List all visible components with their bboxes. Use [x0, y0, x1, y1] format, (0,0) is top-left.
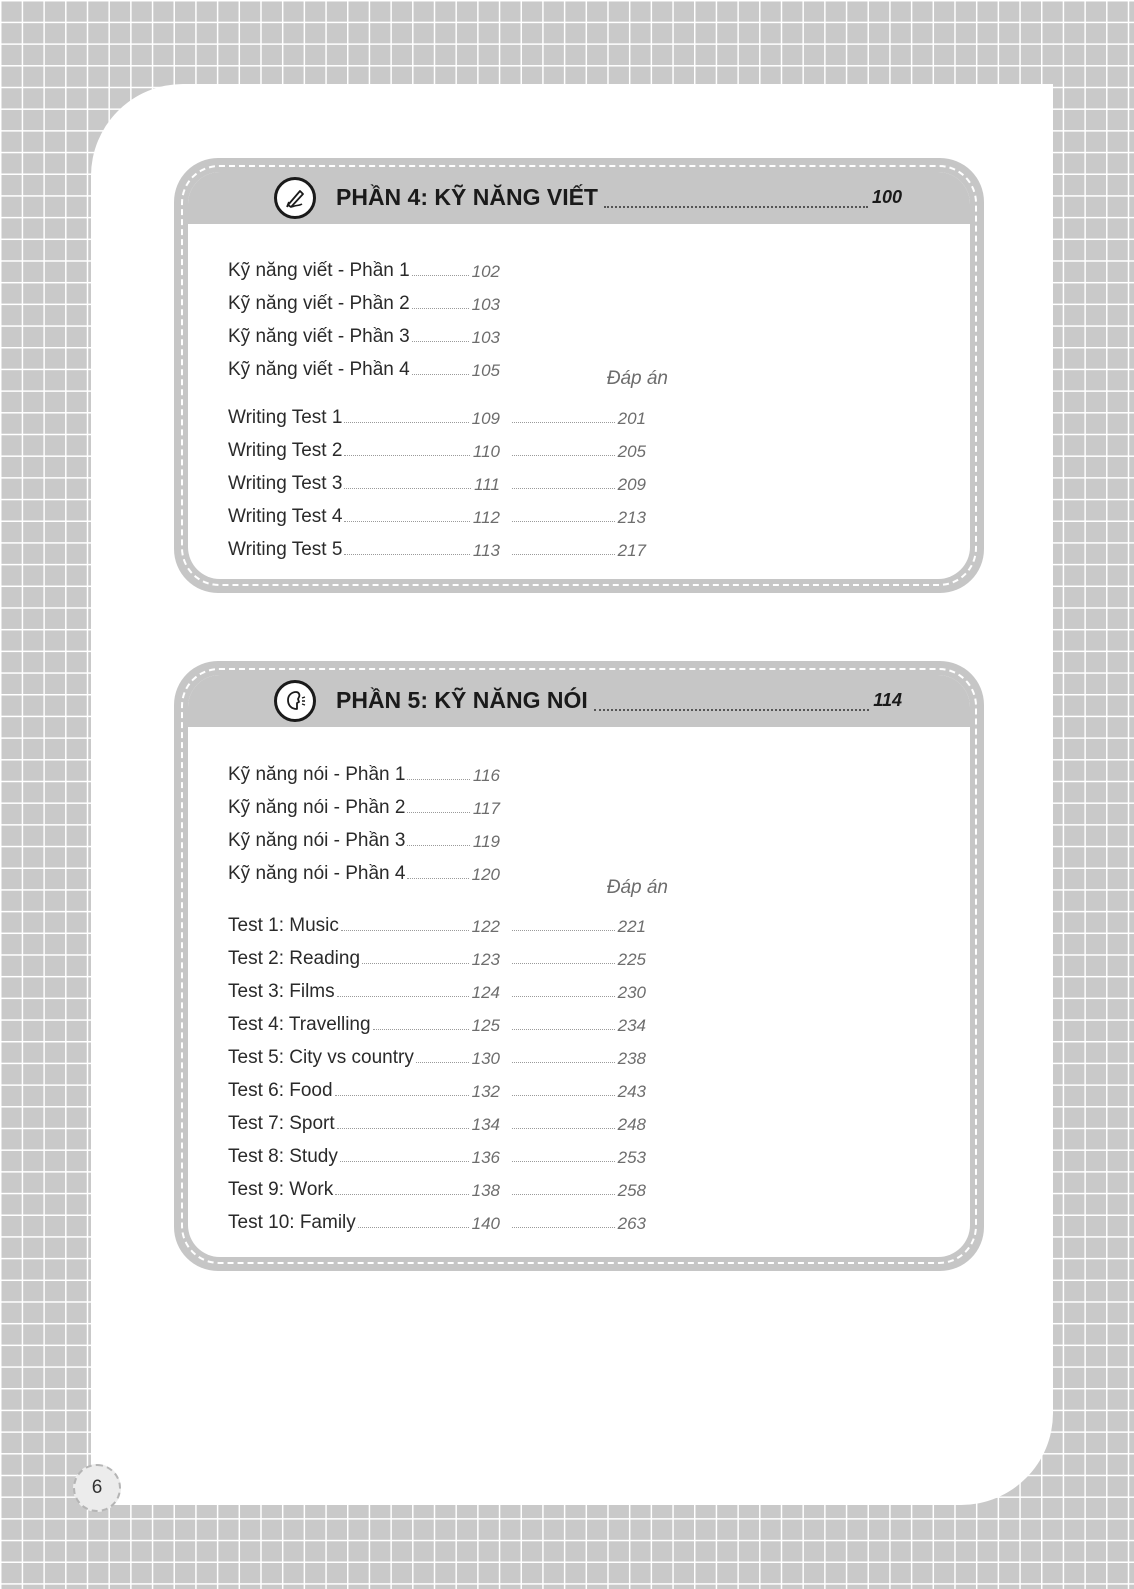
section-title: PHẦN 5: KỸ NĂNG NÓI [336, 686, 588, 713]
answer-page: 201 [617, 409, 646, 428]
section-writing [174, 158, 984, 593]
toc-entry[interactable]: Writing Test 2 110 205 [228, 440, 646, 461]
toc-entry[interactable]: Test 2: Reading 123 225 [228, 948, 646, 969]
dot-leader [594, 709, 870, 711]
toc-entry[interactable]: Test 9: Work 138 258 [228, 1179, 646, 1200]
toc-entry[interactable]: Writing Test 1 109 201 [228, 407, 646, 428]
answer-page: 258 [617, 1181, 646, 1200]
answer-page: 253 [617, 1148, 646, 1167]
answer-page: 248 [617, 1115, 646, 1134]
section-page: 100 [871, 186, 902, 207]
toc-entry[interactable]: Kỹ năng viết - Phần 4 105 [228, 359, 500, 380]
writing-hand-icon [274, 177, 316, 219]
answer-page: 238 [617, 1049, 646, 1068]
toc-entry[interactable]: Test 4: Travelling 125 234 [228, 1014, 646, 1035]
toc-entry[interactable]: Kỹ năng viết - Phần 1 102 [228, 260, 500, 281]
toc-entry[interactable]: Kỹ năng nói - Phần 4 120 [228, 863, 500, 884]
answer-page: 217 [617, 541, 646, 560]
answers-column-label: Đáp án [606, 877, 668, 898]
dot-leader [604, 206, 868, 208]
section-speaking [174, 661, 984, 1271]
toc-entry[interactable]: Writing Test 4 112 213 [228, 506, 646, 527]
toc-entry[interactable]: Kỹ năng viết - Phần 3 103 [228, 326, 500, 347]
answer-page: 234 [617, 1016, 646, 1035]
section-page: 114 [873, 689, 902, 710]
section-header [188, 675, 970, 727]
section-title: PHẦN 4: KỸ NĂNG VIẾT [336, 183, 598, 210]
toc-entry[interactable]: Test 6: Food 132 243 [228, 1080, 646, 1101]
toc-entry[interactable]: Test 5: City vs country 130 238 [228, 1047, 646, 1068]
toc-entry[interactable]: Test 1: Music 122 221 [228, 915, 646, 936]
toc-entry[interactable]: Test 3: Films 124 230 [228, 981, 646, 1002]
toc-entry[interactable]: Test 8: Study 136 253 [228, 1146, 646, 1167]
toc-entry[interactable]: Writing Test 5 113 217 [228, 539, 646, 560]
page-number: 6 [73, 1464, 121, 1512]
toc-entry[interactable]: Test 7: Sport 134 248 [228, 1113, 646, 1134]
answer-page: 205 [617, 442, 646, 461]
answer-page: 243 [617, 1082, 646, 1101]
toc-entry[interactable]: Test 10: Family 140 263 [228, 1212, 646, 1233]
section-header [188, 172, 970, 224]
toc-entry[interactable]: Kỹ năng viết - Phần 2 103 [228, 293, 500, 314]
toc-entry[interactable]: Writing Test 3 111 209 [228, 473, 646, 494]
answer-page: 213 [617, 508, 646, 527]
toc-entry[interactable]: Kỹ năng nói - Phần 1 116 [228, 764, 500, 785]
answer-page: 225 [617, 950, 646, 969]
speaking-head-icon [274, 680, 316, 722]
answer-page: 230 [617, 983, 646, 1002]
answer-page: 209 [617, 475, 646, 494]
section-title-row [336, 683, 902, 717]
toc-entry[interactable]: Kỹ năng nói - Phần 2 117 [228, 797, 500, 818]
answer-page: 263 [617, 1214, 646, 1233]
toc-entry[interactable]: Kỹ năng nói - Phần 3 119 [228, 830, 500, 851]
section-title-row [336, 180, 902, 214]
answers-column-label: Đáp án [606, 368, 668, 389]
answer-page: 221 [617, 917, 646, 936]
